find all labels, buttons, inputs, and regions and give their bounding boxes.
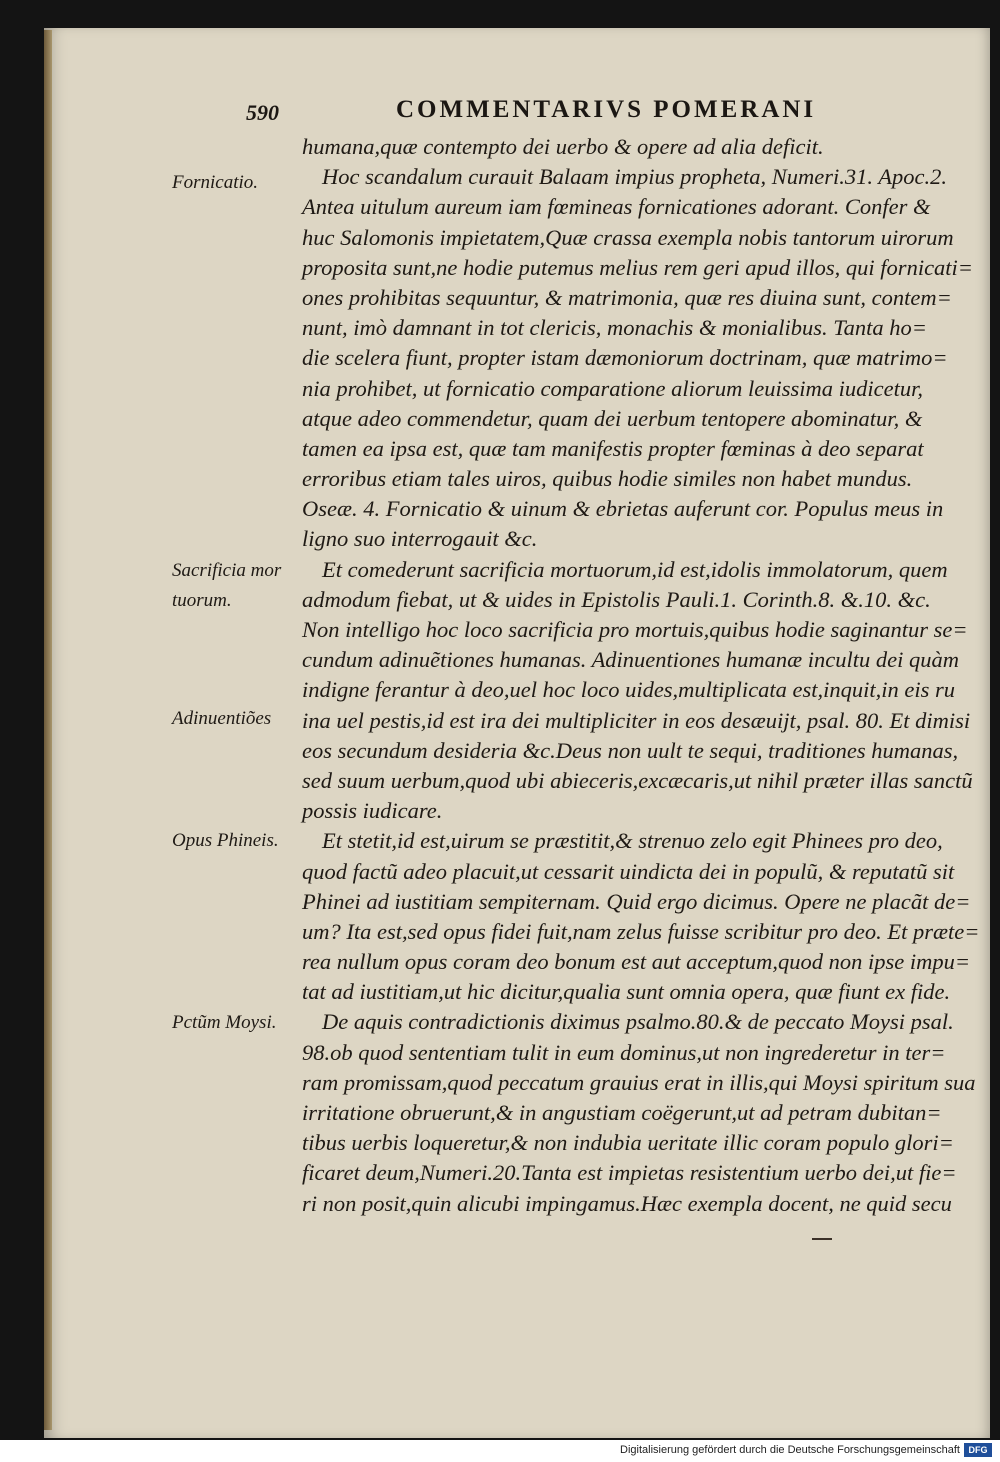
text-line: ri non posit,quin alicubi impingamus.Hæc exempla docent, ne quid secu bbox=[302, 1190, 952, 1216]
text-line: rea nullum opus coram deo bonum est aut acceptum,quod non ipse impu= bbox=[302, 949, 971, 975]
text-line: tat ad iustitiam,ut hic dicitur,qualia sunt omnia opera, quæ fiunt ex fide. bbox=[302, 979, 951, 1005]
text-line: admodum fiebat, ut & uides in Epistolis Pauli.1. Corinth.8. &.10. &c. bbox=[302, 586, 931, 612]
text-line: um? Ita est,sed opus fidei fuit,nam zelus fuisse scribitur pro deo. Et præte= bbox=[302, 918, 980, 944]
margin-note-opus-phineis: Opus Phineis. bbox=[172, 830, 279, 851]
footer-bar bbox=[0, 1440, 1000, 1462]
text-line: tibus uerbis loqueretur,& non indubia ueritate illic coram populo glori= bbox=[302, 1130, 954, 1156]
text-line: Non intelligo hoc loco sacrificia pro mortuis,quibus hodie saginantur se= bbox=[302, 617, 968, 642]
text-line: Phinei ad iustitiam sempiternam. Quid ergo dicimus. Opere ne placãt de= bbox=[302, 888, 971, 914]
margin-note-fornicatio: Fornicatio. bbox=[172, 172, 259, 193]
page-edge bbox=[44, 30, 52, 1430]
dfg-logo: DFG bbox=[964, 1443, 992, 1457]
text-line: ficaret deum,Numeri.20.Tanta est impietas resistentium uerbo dei,ut fie= bbox=[302, 1160, 957, 1186]
text-line: quod factũ adeo placuit,ut cessarit uindicta dei in populũ, & reputatũ sit bbox=[302, 858, 955, 884]
text-line: indigne ferantur à deo,uel hoc loco uides,multiplicata est,inquit,in eis ru bbox=[302, 677, 956, 703]
catchword-dash bbox=[812, 1238, 832, 1240]
text-line: proposita sunt,ne hodie putemus melius rem geri apud illos, qui fornicati= bbox=[302, 254, 973, 280]
text-line: Antea uitulum aureum iam fœmineas fornicationes adorant. Confer & bbox=[302, 194, 931, 220]
text-line: huc Salomonis impietatem,Quæ crassa exempla nobis tantorum uirorum bbox=[302, 224, 954, 250]
text-line: ram promissam,quod peccatum grauius erat in illis,qui Moysi spiritum sua bbox=[302, 1069, 976, 1095]
text-line: tamen ea ipsa est, quæ tam manifestis propter fœminas à deo separat bbox=[302, 435, 924, 461]
margin-note-tuorum: tuorum. bbox=[172, 590, 232, 611]
text-line: nunt, imò damnant in tot clericis, monachis & monialibus. Tanta ho= bbox=[302, 315, 927, 341]
text-line: ones prohibitas sequuntur, & matrimonia, quæ res diuina sunt, contem= bbox=[302, 284, 952, 310]
text-line: possis iudicare. bbox=[302, 798, 443, 824]
text-line: Et stetit,id est,uirum se præstitit,& strenuo zelo egit Phinees pro deo, bbox=[322, 828, 943, 854]
text-line: irritatione obruerunt,& in angustiam coëgerunt,ut ad petram dubitan= bbox=[302, 1100, 942, 1125]
margin-note-adinuentiones: Adinuentiões bbox=[172, 708, 272, 729]
footer-credit: Digitalisierung gefördert durch die Deutsche Forschungsgemeinschaft bbox=[620, 1444, 960, 1456]
text-line: die scelera fiunt, propter istam dæmoniorum doctrinam, quæ matrimo= bbox=[302, 345, 948, 371]
text-line: atque adeo commendetur, quam dei uerbum tentopere abominatur, & bbox=[302, 405, 923, 431]
text-line: Oseæ. 4. Fornicatio & uinum & ebrietas auferunt cor. Populus meus in bbox=[302, 496, 944, 522]
text-line: ligno suo interrogauit &c. bbox=[302, 526, 538, 552]
text-line: erroribus etiam tales uiros, quibus hodie similes non habet mundus. bbox=[302, 466, 913, 492]
page-header bbox=[246, 96, 966, 130]
text-line: sed suum uerbum,quod ubi abieceris,excæcaris,ut nihil præter illas sanctũ bbox=[302, 767, 973, 793]
margin-note-peccatum-moysi: Pctũm Moysi. bbox=[172, 1012, 277, 1033]
text-line: ina uel pestis,id est ira dei multipliciter in eos desæuijt, psal. 80. Et dimisi bbox=[302, 707, 971, 733]
margin-note-sacrificia: Sacrificia mor bbox=[172, 560, 282, 581]
text-line: Et comederunt sacrificia mortuorum,id est,idolis immolatorum, quem bbox=[322, 556, 948, 582]
main-text bbox=[302, 132, 980, 1219]
text-line: humana,quæ contempto dei uerbo & opere ad alia deficit. bbox=[302, 134, 824, 159]
text-line: 98.ob quod sententiam tulit in eum dominus,ut non ingrederetur in ter= bbox=[302, 1039, 946, 1065]
running-title: COMMENTARIVS POMERANI bbox=[396, 96, 817, 123]
text-line: Hoc scandalum curauit Balaam impius propheta, Numeri.31. Apoc.2. bbox=[322, 164, 947, 190]
page-number: 590 bbox=[246, 100, 279, 125]
text-line: eos secundum desideria &c.Deus non uult te sequi, traditiones humanas, bbox=[302, 737, 959, 763]
text-line: cundum adinuẽtiones humanas. Adinuentiones humanæ incultu dei quàm bbox=[302, 647, 960, 673]
text-line: De aquis contradictionis diximus psalmo.80.& de peccato Moysi psal. bbox=[322, 1009, 954, 1035]
text-line: nia prohibet, ut fornicatio comparatione aliorum leuissima iudicetur, bbox=[302, 375, 924, 401]
